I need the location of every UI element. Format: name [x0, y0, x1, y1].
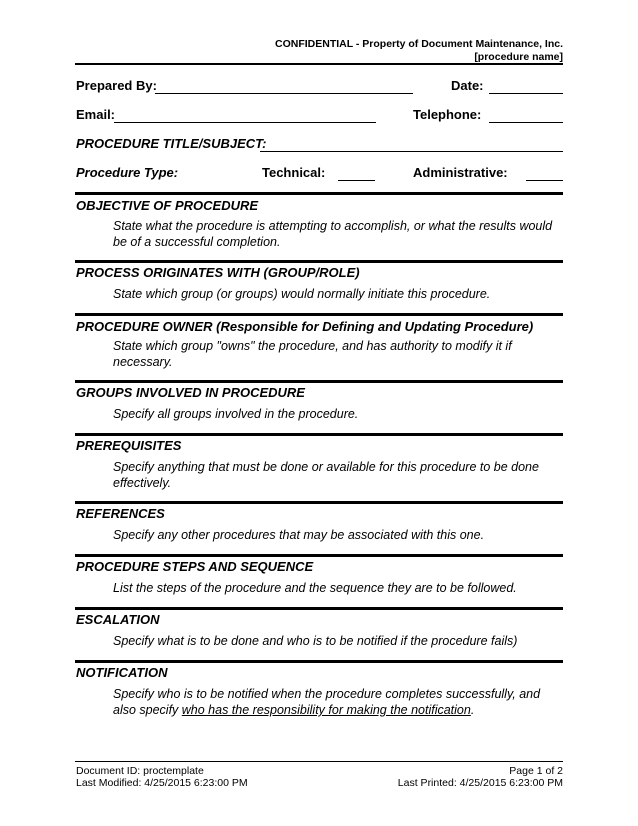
- section-body-objective: State what the procedure is attempting to accomplish, or what the results would be of a successful completion.: [113, 219, 553, 249]
- last-printed: Last Printed: 4/25/2015 6:23:00 PM: [397, 777, 563, 789]
- section-rule: [75, 433, 563, 436]
- technical-field[interactable]: [338, 180, 375, 181]
- footer-rule: [75, 761, 563, 762]
- email-label: Email:: [76, 107, 116, 122]
- document-id: Document ID: proctemplate: [76, 765, 204, 777]
- section-rule: [75, 313, 563, 316]
- procedure-title-label: PROCEDURE TITLE/SUBJECT:: [76, 136, 267, 151]
- section-rule: [75, 192, 563, 195]
- prepared-by-field[interactable]: [155, 93, 413, 94]
- section-title-references: REFERENCES: [76, 506, 165, 521]
- section-title-groups: GROUPS INVOLVED IN PROCEDURE: [76, 385, 305, 400]
- section-body-groups: Specify all groups involved in the procedure.: [113, 407, 359, 421]
- section-body-originates: State which group (or groups) would normally initiate this procedure.: [113, 287, 491, 301]
- notification-text-underlined: who has the responsibility for making the notification: [181, 703, 471, 717]
- section-rule: [75, 260, 563, 263]
- procedure-title-field[interactable]: [260, 151, 563, 152]
- section-body-steps: List the steps of the procedure and the sequence they are to be followed.: [113, 581, 517, 595]
- header-rule: [75, 63, 563, 65]
- date-field[interactable]: [489, 93, 563, 94]
- email-field[interactable]: [114, 122, 376, 123]
- section-title-originates: PROCESS ORIGINATES WITH (GROUP/ROLE): [76, 265, 360, 280]
- section-title-notification: NOTIFICATION: [76, 665, 168, 680]
- section-body-prerequisites: Specify anything that must be done or available for this procedure to be done effectively.: [113, 460, 539, 490]
- procedure-name-field[interactable]: [procedure name]: [474, 51, 563, 63]
- prepared-by-label: Prepared By:: [76, 78, 157, 93]
- technical-label: Technical:: [262, 165, 326, 180]
- administrative-field[interactable]: [526, 180, 563, 181]
- section-title-steps: PROCEDURE STEPS AND SEQUENCE: [76, 559, 314, 574]
- section-rule: [75, 501, 563, 504]
- section-body-escalation: Specify what is to be done and who is to be notified if the procedure fails): [113, 634, 518, 648]
- notification-text-part2: .: [470, 703, 475, 717]
- last-modified: Last Modified: 4/25/2015 6:23:00 PM: [76, 777, 248, 789]
- notification-text-part1: Specify who is to be notified when the procedure completes successfully, and also specify: [113, 687, 541, 717]
- confidential-notice: CONFIDENTIAL - Property of Document Maintenance, Inc.: [274, 38, 563, 50]
- section-body-owner: State which group "owns" the procedure, and has authority to modify it if necessary.: [113, 339, 512, 369]
- section-body-notification: [113, 686, 563, 718]
- telephone-field[interactable]: [489, 122, 563, 123]
- telephone-label: Telephone:: [413, 107, 482, 122]
- administrative-label: Administrative:: [413, 165, 508, 180]
- section-rule: [75, 607, 563, 610]
- procedure-type-label: Procedure Type:: [76, 165, 179, 180]
- section-rule: [75, 554, 563, 557]
- section-rule: [75, 380, 563, 383]
- section-title-owner: PROCEDURE OWNER (Responsible for Defining and Updating Procedure): [76, 319, 534, 334]
- section-title-prerequisites: PREREQUISITES: [76, 438, 182, 453]
- section-title-escalation: ESCALATION: [76, 612, 160, 627]
- page-number: Page 1 of 2: [509, 765, 563, 777]
- section-rule: [75, 660, 563, 663]
- date-label: Date:: [451, 78, 484, 93]
- section-body-references: Specify any other procedures that may be associated with this one.: [113, 528, 485, 542]
- section-title-objective: OBJECTIVE OF PROCEDURE: [76, 198, 259, 213]
